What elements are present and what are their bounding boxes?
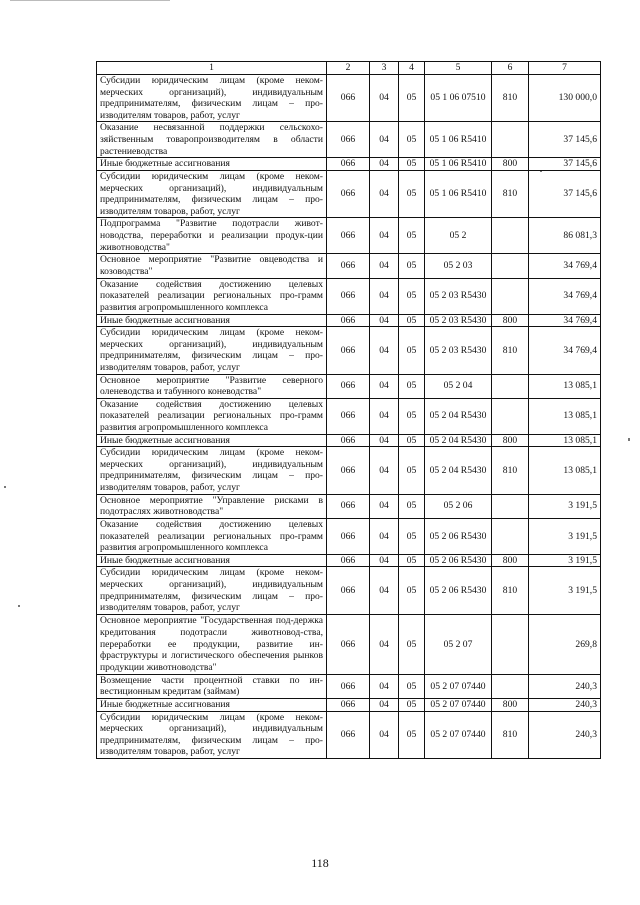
top-edge-rule [10,0,170,1]
grbs-code-cell: 066 [327,711,370,758]
scan-speck [4,486,6,488]
table-row [97,398,601,434]
expense-type-cell: 810 [492,170,529,217]
target-article-cell: 05 1 06 R5410 [425,158,492,171]
section-code-cell: 04 [370,75,399,122]
expense-type-cell [492,518,529,554]
target-article-cell: 05 2 04 [425,374,492,398]
row-name-cell: Основное мероприятие "Государственная под-держка кредитования подотрасли животновод-ства, переработки ее продукции, развитие ин-фраструктуры и логистического обеспечения рынков продукции животноводства" [97,614,327,674]
subsection-code-cell: 05 [399,327,425,374]
grbs-code-cell: 066 [327,567,370,614]
subsection-code-cell: 05 [399,494,425,518]
table-row [97,614,601,674]
table-row [97,122,601,158]
grbs-code-cell: 066 [327,518,370,554]
amount-cell: 240,3 [529,711,601,758]
grbs-code-cell: 066 [327,554,370,567]
row-name-cell: Субсидии юридическим лицам (кроме неком-мерческих организаций), индивидуальным предпринимателям, физическим лицам – про-изводителям товаров, работ, услуг [97,447,327,494]
row-name-cell: Иные бюджетные ассигнования [97,158,327,171]
expense-type-cell: 800 [492,434,529,447]
table-row [97,674,601,698]
section-code-cell: 04 [370,122,399,158]
expense-type-cell: 810 [492,711,529,758]
row-name-cell: Оказание содействия достижению целевых показателей реализации региональных про-грамм развития агропромышленного комплекса [97,518,327,554]
target-article-cell: 05 2 04 R5430 [425,434,492,447]
row-name-cell: Основное мероприятие "Управление рисками в подотраслях животноводства" [97,494,327,518]
section-code-cell: 04 [370,518,399,554]
amount-cell: 34 769,4 [529,254,601,278]
grbs-code-cell: 066 [327,674,370,698]
row-name-cell: Иные бюджетные ассигнования [97,699,327,712]
section-code-cell: 04 [370,674,399,698]
row-name-cell: Оказание несвязанной поддержки сельскохо-зяйственным товаропроизводителям в области растениеводства [97,122,327,158]
subsection-code-cell: 05 [399,699,425,712]
row-name-cell: Подпрограмма "Развитие подотрасли живот-новодства, переработки и реализации продук-ции животноводства" [97,218,327,254]
subsection-code-cell: 05 [399,75,425,122]
subsection-code-cell: 05 [399,158,425,171]
target-article-cell: 05 2 06 R5430 [425,554,492,567]
header-cell-4: 4 [399,62,425,75]
grbs-code-cell: 066 [327,75,370,122]
amount-cell: 3 191,5 [529,554,601,567]
grbs-code-cell: 066 [327,314,370,327]
section-code-cell: 04 [370,374,399,398]
target-article-cell: 05 2 07 07440 [425,699,492,712]
header-cell-2: 2 [327,62,370,75]
grbs-code-cell: 066 [327,614,370,674]
section-code-cell: 04 [370,447,399,494]
section-code-cell: 04 [370,170,399,217]
expense-type-cell: 810 [492,567,529,614]
expense-type-cell: 800 [492,314,529,327]
row-name-cell: Субсидии юридическим лицам (кроме неком-мерческих организаций), индивидуальным предпринимателям, физическим лицам – про-изводителям товаров, работ, услуг [97,327,327,374]
row-name-cell: Основное мероприятие "Развитие овцеводства и козоводства" [97,254,327,278]
row-name-cell: Иные бюджетные ассигнования [97,434,327,447]
section-code-cell: 04 [370,711,399,758]
amount-cell: 34 769,4 [529,327,601,374]
amount-cell: 240,3 [529,699,601,712]
expense-type-cell [492,614,529,674]
subsection-code-cell: 05 [399,554,425,567]
subsection-code-cell: 05 [399,711,425,758]
table-row [97,711,601,758]
table-row [97,447,601,494]
table-row [97,567,601,614]
amount-cell: 130 000,0 [529,75,601,122]
header-cell-6: 6 [492,62,529,75]
grbs-code-cell: 066 [327,494,370,518]
grbs-code-cell: 066 [327,254,370,278]
section-code-cell: 04 [370,494,399,518]
section-code-cell: 04 [370,314,399,327]
target-article-cell: 05 2 03 [425,254,492,278]
table-row [97,218,601,254]
table-row [97,554,601,567]
table-row [97,254,601,278]
amount-cell: 34 769,4 [529,278,601,314]
expense-type-cell: 810 [492,327,529,374]
target-article-cell: 05 2 04 R5430 [425,398,492,434]
subsection-code-cell: 05 [399,170,425,217]
section-code-cell: 04 [370,567,399,614]
grbs-code-cell: 066 [327,434,370,447]
expense-type-cell [492,122,529,158]
row-name-cell: Оказание содействия достижению целевых показателей реализации региональных про-грамм развития агропромышленного комплекса [97,398,327,434]
row-name-cell: Субсидии юридическим лицам (кроме неком-мерческих организаций), индивидуальным предпринимателям, физическим лицам – про-изводителям товаров, работ, услуг [97,75,327,122]
table-row [97,170,601,217]
target-article-cell: 05 2 [425,218,492,254]
grbs-code-cell: 066 [327,699,370,712]
subsection-code-cell: 05 [399,447,425,494]
amount-cell: 269,8 [529,614,601,674]
amount-cell: 3 191,5 [529,494,601,518]
target-article-cell: 05 2 07 07440 [425,674,492,698]
expense-type-cell: 800 [492,158,529,171]
section-code-cell: 04 [370,158,399,171]
table-row [97,314,601,327]
header-cell-7: 7 [529,62,601,75]
row-name-cell: Субсидии юридическим лицам (кроме неком-мерческих организаций), индивидуальным предпринимателям, физическим лицам – про-изводителям товаров, работ, услуг [97,170,327,217]
amount-cell: 13 085,1 [529,398,601,434]
target-article-cell: 05 2 03 R5430 [425,314,492,327]
grbs-code-cell: 066 [327,374,370,398]
row-name-cell: Возмещение части процентной ставки по ин-вестиционным кредитам (займам) [97,674,327,698]
expense-type-cell [492,278,529,314]
table-row [97,75,601,122]
target-article-cell: 05 1 06 R5410 [425,122,492,158]
table-row [97,327,601,374]
section-code-cell: 04 [370,398,399,434]
amount-cell: 37 145,6 [529,158,601,171]
amount-cell: 13 085,1 [529,434,601,447]
target-article-cell: 05 2 03 R5430 [425,278,492,314]
section-code-cell: 04 [370,554,399,567]
page-number: 118 [311,856,329,870]
section-code-cell: 04 [370,218,399,254]
grbs-code-cell: 066 [327,447,370,494]
table-row [97,374,601,398]
header-cell-3: 3 [370,62,399,75]
grbs-code-cell: 066 [327,327,370,374]
grbs-code-cell: 066 [327,158,370,171]
expense-type-cell: 810 [492,75,529,122]
subsection-code-cell: 05 [399,254,425,278]
subsection-code-cell: 05 [399,518,425,554]
budget-allocation-table [96,61,601,759]
section-code-cell: 04 [370,327,399,374]
header-cell-1: 1 [97,62,327,75]
subsection-code-cell: 05 [399,374,425,398]
row-name-cell: Основное мероприятие "Развитие северного оленеводства и табунного коневодства" [97,374,327,398]
amount-cell: 240,3 [529,674,601,698]
expense-type-cell [492,398,529,434]
grbs-code-cell: 066 [327,122,370,158]
table-row [97,278,601,314]
row-name-cell: Иные бюджетные ассигнования [97,314,327,327]
amount-cell: 3 191,5 [529,518,601,554]
target-article-cell: 05 1 06 07510 [425,75,492,122]
table-row [97,494,601,518]
expense-type-cell [492,494,529,518]
section-code-cell: 04 [370,434,399,447]
amount-cell: 34 769,4 [529,314,601,327]
target-article-cell: 05 2 07 07440 [425,711,492,758]
target-article-cell: 05 2 07 [425,614,492,674]
amount-cell: 37 145,6 [529,122,601,158]
scan-speck [18,605,20,607]
section-code-cell: 04 [370,278,399,314]
table-row [97,434,601,447]
amount-cell: 13 085,1 [529,447,601,494]
expense-type-cell: 810 [492,447,529,494]
table-row [97,158,601,171]
target-article-cell: 05 2 04 R5430 [425,447,492,494]
expense-type-cell [492,218,529,254]
expense-type-cell [492,254,529,278]
expense-type-cell: 800 [492,554,529,567]
expense-type-cell [492,374,529,398]
target-article-cell: 05 1 06 R5410 [425,170,492,217]
target-article-cell: 05 2 06 R5430 [425,567,492,614]
target-article-cell: 05 2 03 R5430 [425,327,492,374]
row-name-cell: Оказание содействия достижению целевых показателей реализации региональных про-грамм развития агропромышленного комплекса [97,278,327,314]
grbs-code-cell: 066 [327,218,370,254]
row-name-cell: Субсидии юридическим лицам (кроме неком-мерческих организаций), индивидуальным предпринимателям, физическим лицам – про-изводителям товаров, работ, услуг [97,567,327,614]
subsection-code-cell: 05 [399,674,425,698]
scan-speck [628,438,630,441]
table-header-row [97,62,601,75]
expense-type-cell [492,674,529,698]
target-article-cell: 05 2 06 [425,494,492,518]
amount-cell: 86 081,3 [529,218,601,254]
section-code-cell: 04 [370,699,399,712]
target-article-cell: 05 2 06 R5430 [425,518,492,554]
grbs-code-cell: 066 [327,398,370,434]
expense-type-cell: 800 [492,699,529,712]
amount-cell: 13 085,1 [529,374,601,398]
table-row [97,699,601,712]
subsection-code-cell: 05 [399,614,425,674]
amount-cell: 37 145,6 [529,170,601,217]
grbs-code-cell: 066 [327,170,370,217]
subsection-code-cell: 05 [399,398,425,434]
row-name-cell: Иные бюджетные ассигнования [97,554,327,567]
row-name-cell: Субсидии юридическим лицам (кроме неком-мерческих организаций), индивидуальным предпринимателям, физическим лицам – про-изводителям товаров, работ, услуг [97,711,327,758]
subsection-code-cell: 05 [399,434,425,447]
subsection-code-cell: 05 [399,278,425,314]
subsection-code-cell: 05 [399,122,425,158]
subsection-code-cell: 05 [399,218,425,254]
subsection-code-cell: 05 [399,567,425,614]
table-row [97,518,601,554]
section-code-cell: 04 [370,254,399,278]
subsection-code-cell: 05 [399,314,425,327]
section-code-cell: 04 [370,614,399,674]
grbs-code-cell: 066 [327,278,370,314]
amount-cell: 3 191,5 [529,567,601,614]
header-cell-5: 5 [425,62,492,75]
